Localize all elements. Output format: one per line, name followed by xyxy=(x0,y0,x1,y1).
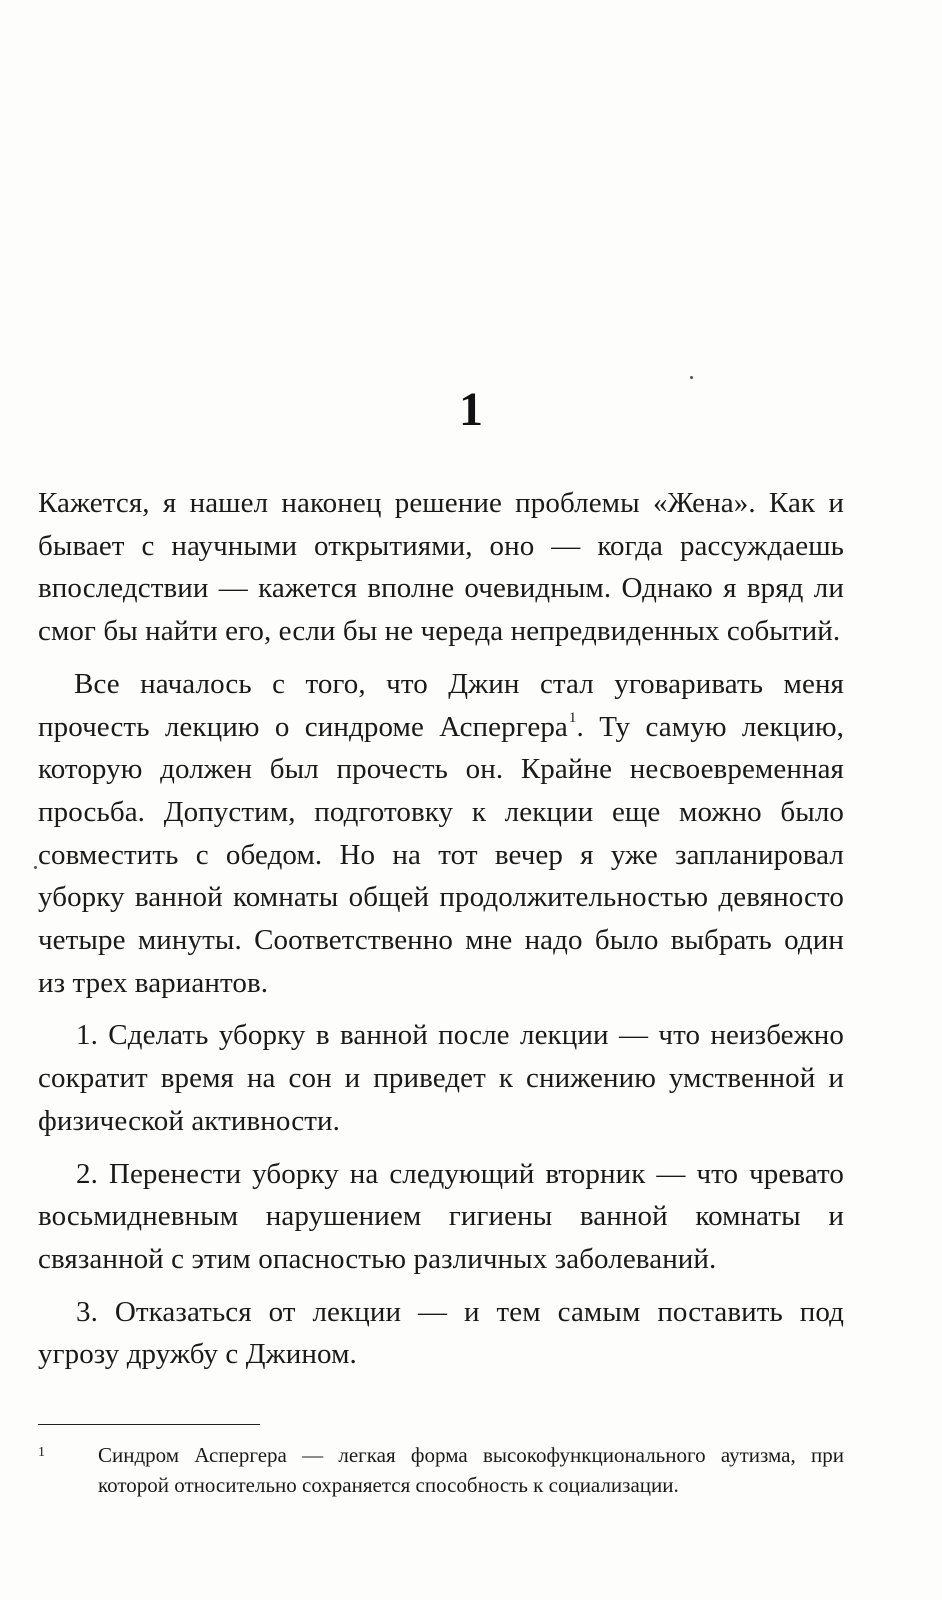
print-speck xyxy=(690,376,693,379)
list-item-2: 2. Перенести уборку на следующий вторник — что чревато восьмидневным нарушением гигиены ванной комнаты и связанной с этим опасностью различных заболеваний. xyxy=(38,1157,844,1275)
chapter-number: 1 xyxy=(459,383,483,436)
paragraph-1: Кажется, я нашел наконец решение проблемы «Жена». Как и бывает с научными открытиями, оно — когда рассуждаешь впоследствии — кажется вполне очевидным. Однако я вряд ли смог бы найти его, если бы не череда непредвиденных событий. xyxy=(38,487,844,648)
list-item-1: 1. Сделать уборку в ванной после лекции — что неизбежно сократит время на сон и приведет к снижению умственной и физической активности. xyxy=(38,1019,844,1137)
footnote-text: Синдром Аспергера — легкая форма высокофункционального аутизма, при которой относительно сохраняется способность к социализации. xyxy=(98,1443,844,1497)
list-item-3: 3. Отказаться от лекции — и тем самым поставить под угрозу дружбу с Джином. xyxy=(38,1295,844,1371)
print-speck xyxy=(34,866,37,869)
paragraph-2: Все началось с того, что Джин стал уговаривать меня прочесть лекцию о синдроме Аспергера$^1$. Ту самую лекцию, которую должен был прочесть он. Крайне несвоевременная просьба. Допустим, подготовку к лекции еще можно было совместить с обедом. Но на тот вечер я уже запланировал уборку ванной комнаты общей продолжительностью девяносто четыре минуты. Соответственно мне надо было выбрать один из трех вариантов. xyxy=(38,667,844,999)
chapter-body xyxy=(38,482,844,1376)
footnote-marker: 1 xyxy=(38,1445,45,1460)
paragraph-2-continuation: Ту самую лекцию, которую должен был прочесть он. Крайне несвоевременная просьба. Допустим, подготовку к лекции еще можно было совместить с обедом. Но на тот вечер я уже запланировал уборку ванной комнаты общей продолжительностью девяносто четыре минуты. Соответственно мне надо было выбрать один из трех вариантов. xyxy=(38,710,844,999)
paragraph-2-text: Все началось с того, что Джин стал уговаривать меня прочесть лекцию о синдроме Аспергера xyxy=(38,667,844,743)
footnote xyxy=(38,1440,844,1500)
footnote-reference[interactable]: 1 xyxy=(568,709,577,726)
footnote-divider xyxy=(38,1424,260,1425)
